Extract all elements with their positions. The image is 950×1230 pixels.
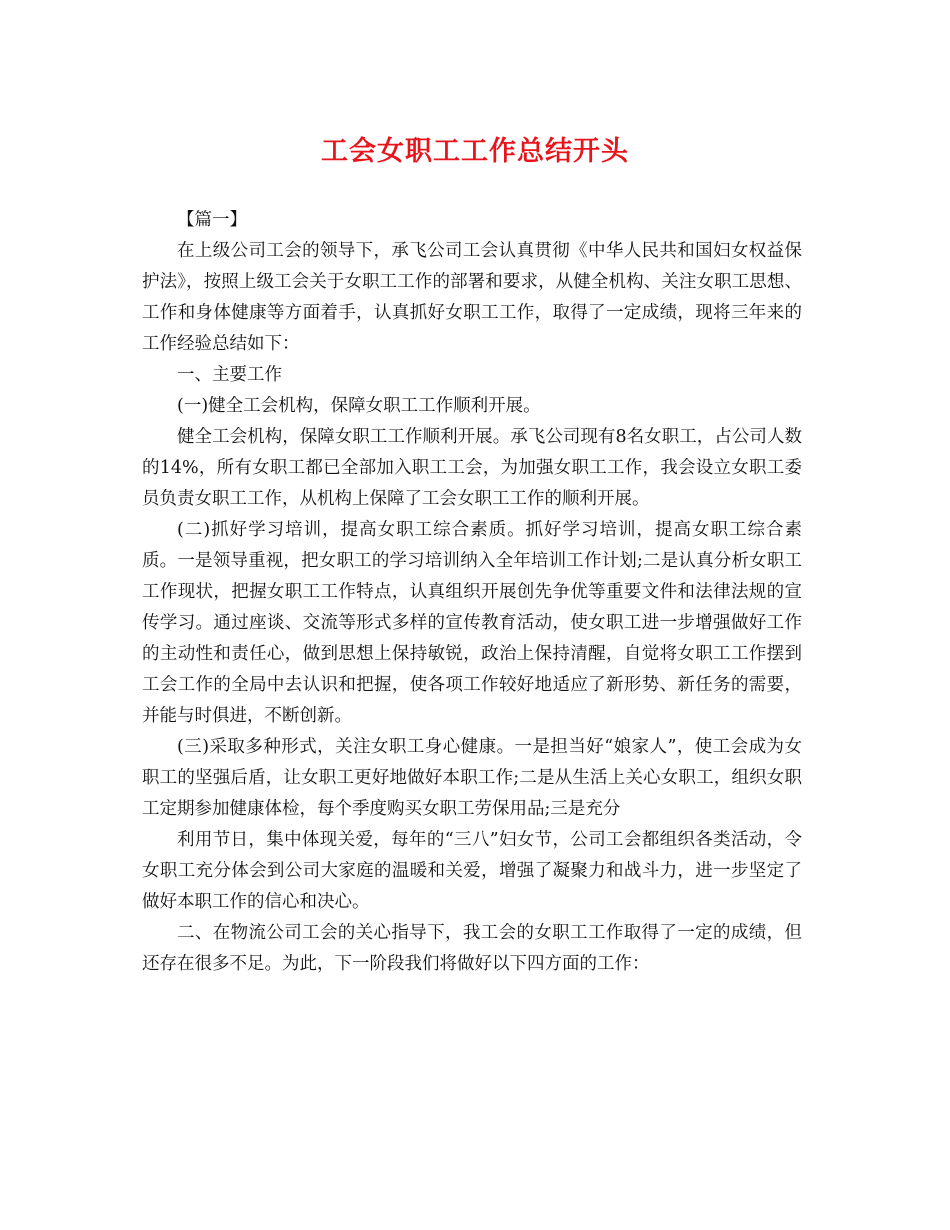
- section-label: 【篇一】: [177, 210, 247, 230]
- document-title: 工会女职工工作总结开头: [321, 136, 629, 167]
- document-body: [142, 205, 802, 980]
- paragraph-1: 健全工会机构，保障女职工工作顺利开展。承飞公司现有8名女职工，占公司人数的14%，所有女职工都已全部加入职工工会，为加强女职工工作，我会设立女职工委员负责女职工工作，从机构上保障了工会女职工工作的顺利开展。: [142, 427, 802, 509]
- paragraph-next-steps: 二、在物流公司工会的关心指导下，我工会的女职工工作取得了一定的成绩，但还存在很多不足。为此，下一阶段我们将做好以下四方面的工作：: [142, 923, 802, 974]
- subheading-1: (一)健全工会机构，保障女职工工作顺利开展。: [177, 396, 541, 416]
- paragraph-3-continued: 利用节日，集中体现关爱，每年的“三八”妇女节，公司工会都组织各类活动，令女职工充分体会到公司大家庭的温暖和关爱，增强了凝聚力和战斗力，进一步坚定了做好本职工作的信心和决心。: [142, 830, 802, 912]
- paragraph-intro: 在上级公司工会的领导下，承飞公司工会认真贯彻《中华人民共和国妇女权益保护法》，按照上级工会关于女职工工作的部署和要求，从健全机构、关注女职工思想、工作和身体健康等方面着手，认真抓好女职工工作，取得了一定成绩，现将三年来的工作经验总结如下：: [142, 241, 802, 354]
- heading-main-work: 一、主要工作: [177, 365, 282, 385]
- paragraph-2: (二)抓好学习培训，提高女职工综合素质。抓好学习培训，提高女职工综合素质。一是领导重视，把女职工的学习培训纳入全年培训工作计划;二是认真分析女职工工作现状，把握女职工工作特点，认真组织开展创先争优等重要文件和法律法规的宣传学习。通过座谈、交流等形式多样的宣传教育活动，使女职工进一步增强做好工作的主动性和责任心，做到思想上保持敏锐，政治上保持清醒，自觉将女职工工作摆到工会工作的全局中去认识和把握，使各项工作较好地适应了新形势、新任务的需要，并能与时俱进，不断创新。: [142, 520, 802, 726]
- paragraph-3: (三)采取多种形式，关注女职工身心健康。一是担当好“娘家人”，使工会成为女职工的坚强后盾，让女职工更好地做好本职工作;二是从生活上关心女职工，组织女职工定期参加健康体检，每个季度购买女职工劳保用品;三是充分: [142, 737, 802, 819]
